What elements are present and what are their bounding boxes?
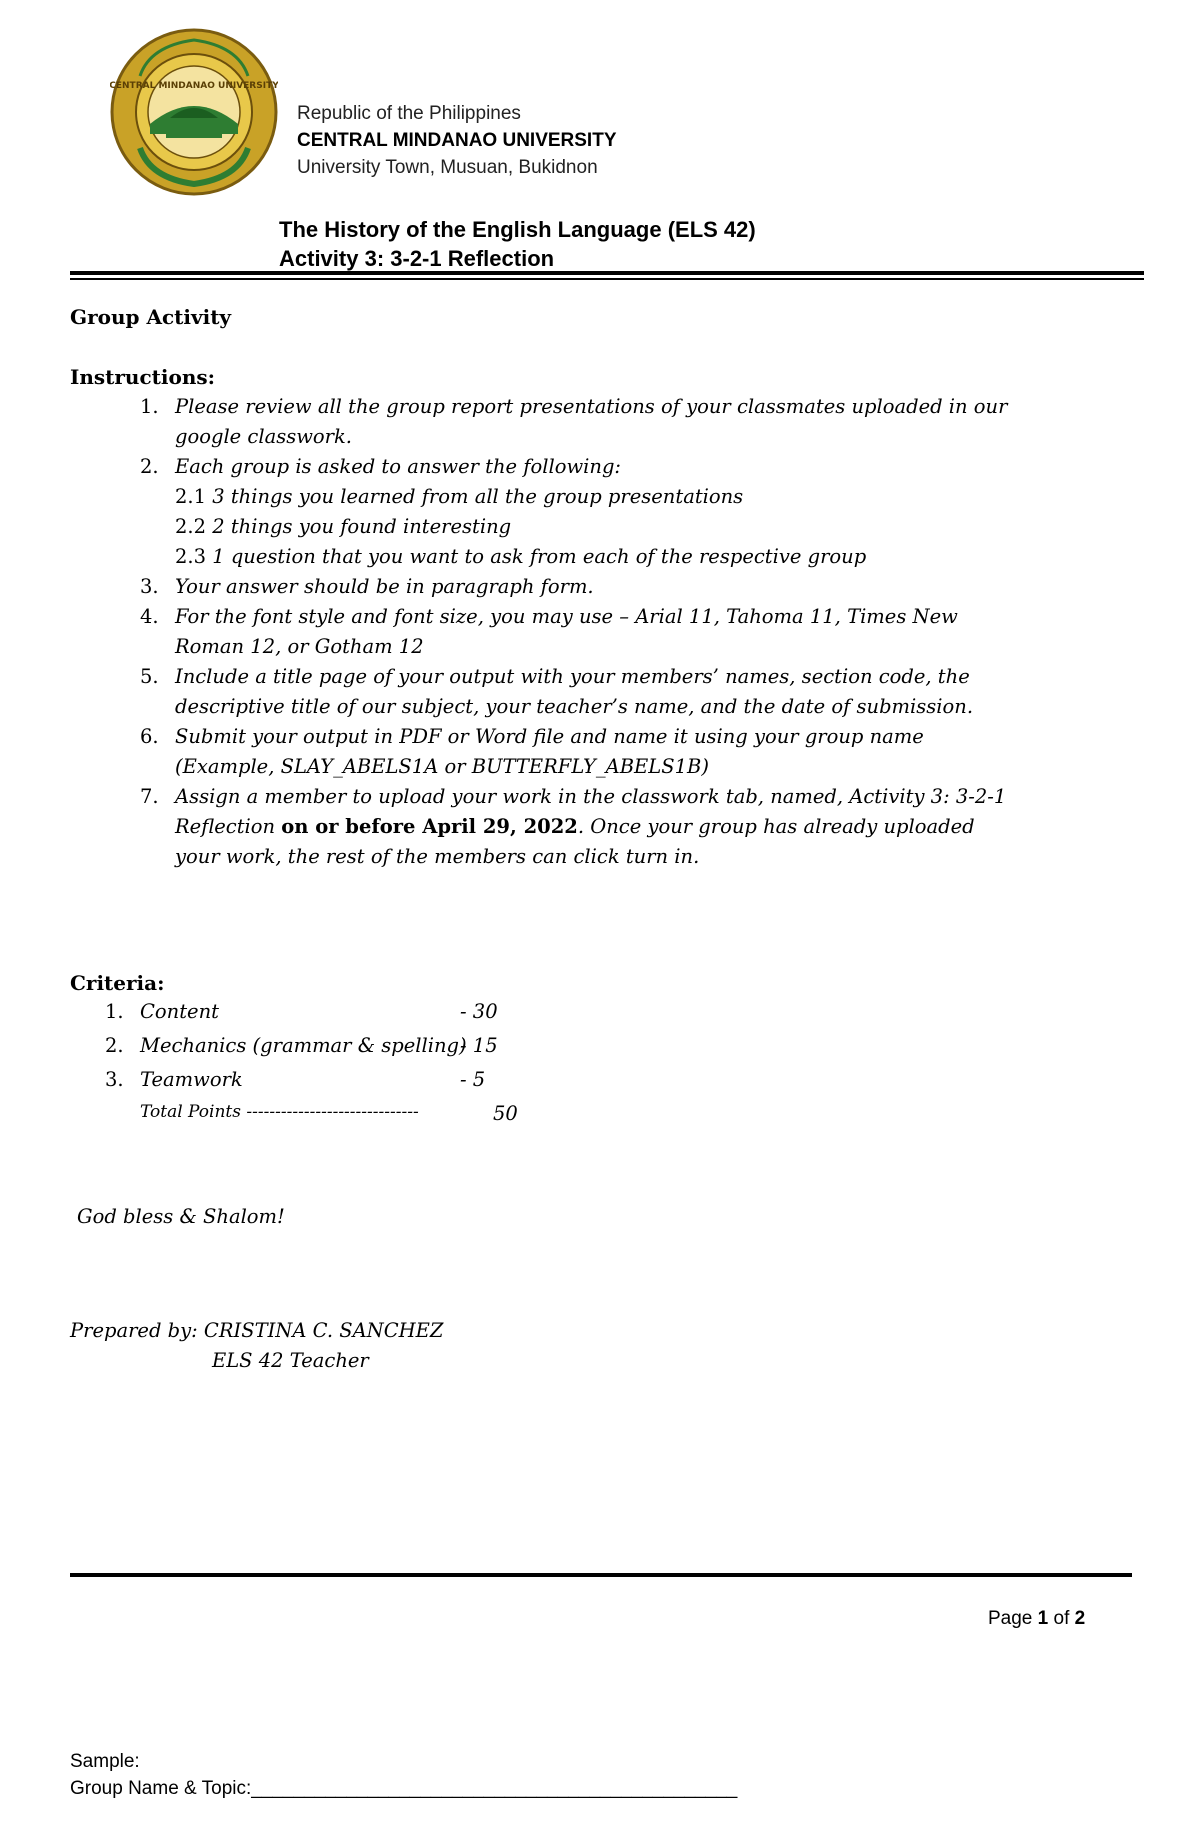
- item-number: 1.: [140, 395, 159, 418]
- page-number: [988, 1608, 1085, 1630]
- closing-text: God bless & Shalom!: [77, 1205, 285, 1228]
- item-text: For the font style and font size, you may use – Arial 11, Tahoma 11, Times New Roman 12, or Gotham 12: [175, 605, 958, 658]
- criteria-number: 1.: [105, 1000, 124, 1023]
- criteria-label: Content: [140, 1000, 219, 1023]
- instructions-list: [0, 392, 1010, 872]
- university-address: University Town, Musuan, Bukidnon: [297, 157, 598, 178]
- criteria-total-row: [105, 1102, 605, 1136]
- total-label: [140, 1102, 419, 1122]
- sub-item: [70, 542, 1010, 572]
- group-name-blank-line[interactable]: ______________________________________________: [251, 1778, 738, 1799]
- seal-text: CENTRAL MINDANAO UNIVERSITY: [110, 81, 278, 91]
- header-rule-thin: [70, 278, 1144, 280]
- instruction-item: [70, 572, 1010, 602]
- criteria-label: Teamwork: [140, 1068, 243, 1091]
- item-text: Please review all the group report presentations of your classmates uploaded in our google classwork.: [175, 395, 1008, 448]
- university-seal-logo: [110, 28, 278, 196]
- instruction-item: [70, 782, 1010, 872]
- criteria-heading: Criteria:: [70, 971, 165, 995]
- criteria-label: Mechanics (grammar & spelling): [140, 1034, 467, 1057]
- group-name-field[interactable]: [70, 1775, 737, 1802]
- course-title: The History of the English Language (ELS 42): [279, 217, 756, 242]
- sub-item: [70, 482, 1010, 512]
- sub-item-text: 1 question that you want to ask from each of the respective group: [212, 545, 867, 568]
- criteria-row: [105, 1000, 605, 1034]
- criteria-points: - 15: [460, 1034, 498, 1057]
- item-number: 6.: [140, 725, 159, 748]
- item-text: Each group is asked to answer the following:: [175, 455, 621, 478]
- republic-text: Republic of the Philippines: [297, 103, 521, 124]
- sub-item-number: 2.1: [175, 485, 207, 508]
- group-activity-heading: Group Activity: [70, 305, 232, 329]
- sample-label: Sample:: [70, 1751, 140, 1772]
- item-text: Include a title page of your output with your members’ names, section code, the descriptive title of our subject, your teacher’s name, and the date of submission.: [175, 665, 974, 718]
- criteria-row: [105, 1068, 605, 1102]
- criteria-points: - 5: [460, 1068, 486, 1091]
- instruction-item: [70, 602, 1010, 662]
- item-number: 4.: [140, 605, 159, 628]
- prepared-by: Prepared by: CRISTINA C. SANCHEZ: [70, 1319, 444, 1342]
- total-dashes: ------------------------------: [246, 1102, 419, 1122]
- instruction-item: [70, 392, 1010, 452]
- criteria-points: - 30: [460, 1000, 498, 1023]
- criteria-row: [105, 1034, 605, 1068]
- item-number: 3.: [140, 575, 159, 598]
- instructions-heading: Instructions:: [70, 365, 216, 389]
- criteria-table: [105, 1000, 605, 1136]
- page-total: 2: [1074, 1608, 1086, 1629]
- total-label-text: Total Points: [140, 1102, 241, 1122]
- activity-title: Activity 3: 3-2-1 Reflection: [279, 246, 555, 271]
- sub-items: [70, 482, 1010, 572]
- criteria-number: 3.: [105, 1068, 124, 1091]
- sub-item: [70, 512, 1010, 542]
- deadline-text: on or before April 29, 2022: [281, 815, 578, 838]
- document-titles: [279, 215, 756, 273]
- sub-item-text: 3 things you learned from all the group presentations: [212, 485, 744, 508]
- sub-item-number: 2.3: [175, 545, 207, 568]
- instruction-item: [70, 722, 1010, 782]
- item-text: Assign a member to upload your work in the classwork tab, named, Activity 3: 3-2-1 Reflection: [175, 785, 1007, 838]
- sub-item-number: 2.2: [175, 515, 207, 538]
- item-text: Your answer should be in paragraph form.: [175, 575, 594, 598]
- item-number: 2.: [140, 455, 159, 478]
- total-points: 50: [493, 1102, 518, 1125]
- sub-item-text: 2 things you found interesting: [212, 515, 512, 538]
- item-number: 5.: [140, 665, 159, 688]
- item-text: Submit your output in PDF or Word file and name it using your group name (Example, SLAY_ABELS1A or BUTTERFLY_ABELS1B): [175, 725, 924, 778]
- footer-rule: [70, 1573, 1132, 1577]
- page-label: Page: [988, 1608, 1033, 1629]
- prepared-role: ELS 42 Teacher: [212, 1349, 369, 1372]
- university-name: CENTRAL MINDANAO UNIVERSITY: [297, 130, 617, 151]
- page-current: 1: [1037, 1608, 1049, 1629]
- criteria-number: 2.: [105, 1034, 124, 1057]
- header-rule-thick: [70, 271, 1144, 275]
- instruction-item: [70, 452, 1010, 482]
- sample-section: [70, 1748, 737, 1802]
- item-number: 7.: [140, 785, 159, 808]
- institution-block: [297, 100, 617, 181]
- group-name-label: Group Name & Topic:: [70, 1778, 252, 1799]
- item-text-continued: . Once your group has already uploaded your work, the rest of the members can click turn in.: [175, 815, 975, 868]
- page-of: of: [1053, 1608, 1070, 1629]
- instruction-item: [70, 662, 1010, 722]
